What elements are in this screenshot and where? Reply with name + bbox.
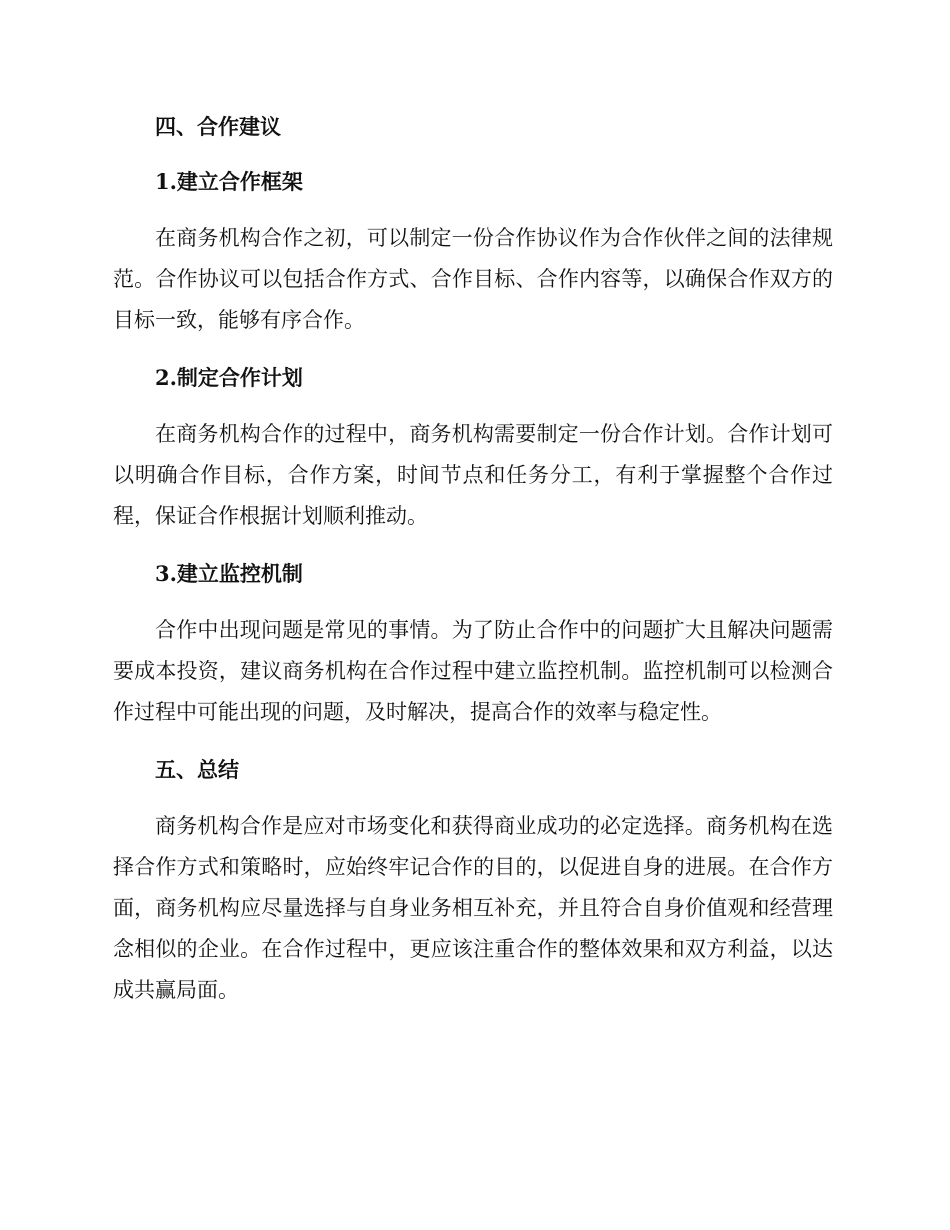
paragraph-summary: 商务机构合作是应对市场变化和获得商业成功的必定选择。商务机构在选择合作方式和策略时，应始终牢记合作的目的，以促进自身的进展。在合作方面，商务机构应尽量选择与自身业务相互补充，并且符合自身价值观和经营理念相似的企业。在合作过程中，更应该注重合作的整体效果和双方利益，以达成共赢局面。 [113, 814, 833, 1002]
section-heading-summary: 五、总结 [155, 757, 239, 782]
document-content [113, 108, 833, 1011]
paragraph-plan: 在商务机构合作的过程中，商务机构需要制定一份合作计划。合作计划可以明确合作目标，合作方案，时间节点和任务分工，有利于掌握整个合作过程，保证合作根据计划顺利推动。 [113, 422, 833, 528]
section-heading-cooperation-suggestions: 四、合作建议 [155, 114, 281, 139]
subsection-heading-monitoring: 3.建立监控机制 [155, 561, 303, 586]
paragraph-monitoring: 合作中出现问题是常见的事情。为了防止合作中的问题扩大且解决问题需要成本投资，建议商务机构在合作过程中建立监控机制。监控机制可以检测合作过程中可能出现的问题，及时解决，提高合作的效率与稳定性。 [113, 618, 833, 724]
subsection-heading-plan: 2.制定合作计划 [155, 365, 303, 390]
paragraph-framework: 在商务机构合作之初，可以制定一份合作协议作为合作伙伴之间的法律规范。合作协议可以包括合作方式、合作目标、合作内容等，以确保合作双方的目标一致，能够有序合作。 [113, 226, 833, 332]
subsection-heading-framework: 1.建立合作框架 [155, 169, 303, 194]
